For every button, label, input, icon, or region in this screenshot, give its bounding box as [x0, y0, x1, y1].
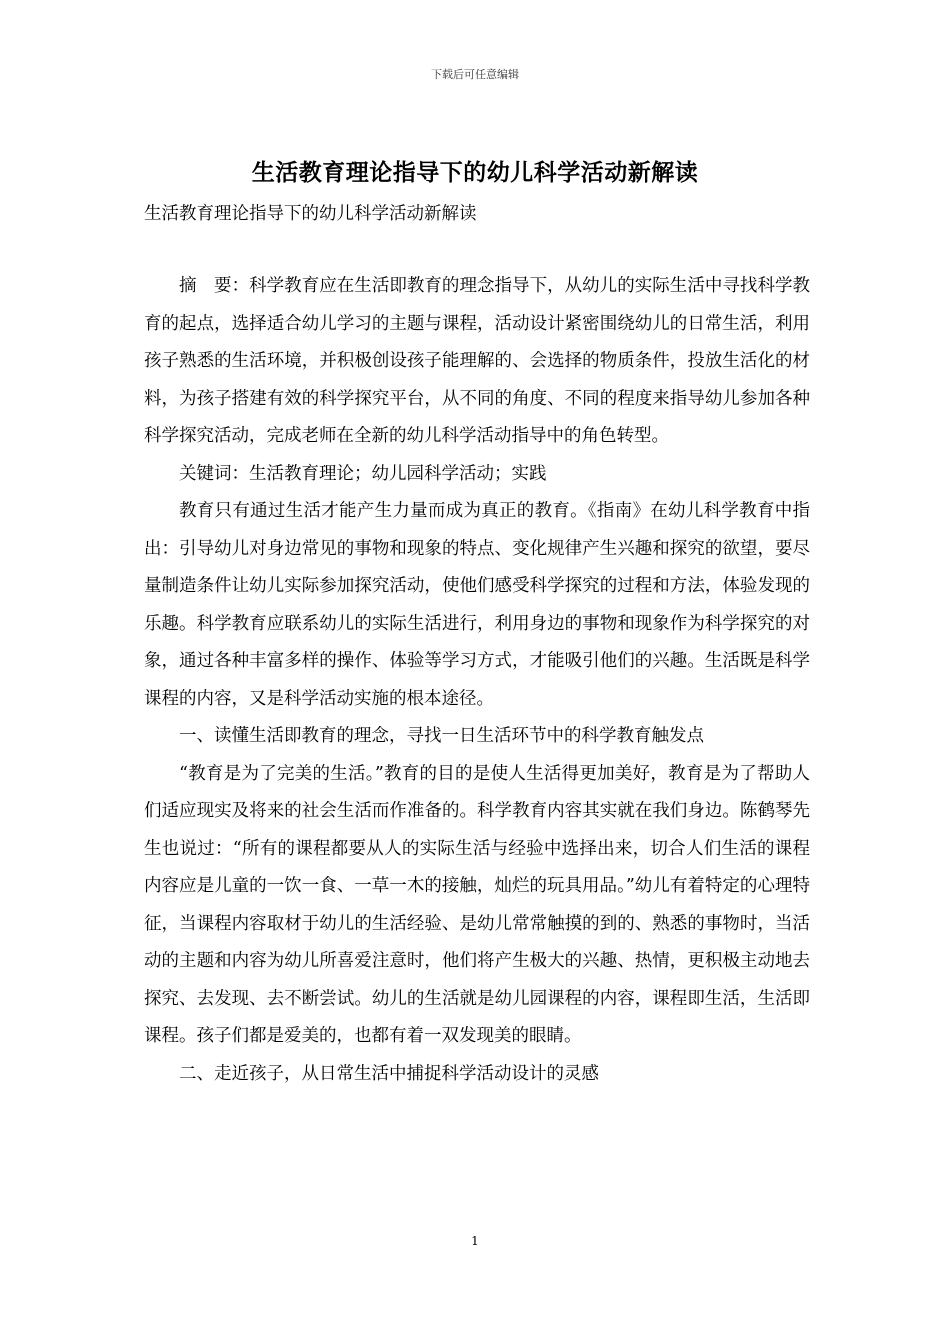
header-note: 下载后可任意编辑: [431, 68, 519, 81]
document-subtitle: 生活教育理论指导下的幼儿科学活动新解读: [144, 204, 477, 224]
keywords-paragraph: 关键词：生活教育理论；幼儿园科学活动；实践: [179, 463, 547, 484]
document-title: 生活教育理论指导下的幼儿科学活动新解读: [251, 159, 699, 186]
document-body: [144, 268, 810, 1093]
abstract-paragraph: 摘 要：科学教育应在生活即教育的理念指导下，从幼儿的实际生活中寻找科学教育的起点，选择适合幼儿学习的主题与课程，活动设计紧密围绕幼儿的日常生活，利用孩子熟悉的生活环境，并积极创设孩子能理解的、会选择的物质条件，投放生活化的材料，为孩子搭建有效的科学探究平台，从不同的角度、不同的程度来指导幼儿参加各种科学探究活动，完成老师在全新的幼儿科学活动指导中的角色转型。: [144, 276, 810, 446]
section-heading-1: 一、读懂生活即教育的理念，寻找一日生活环节中的科学教育触发点: [179, 726, 704, 746]
intro-paragraph: 教育只有通过生活才能产生力量而成为真正的教育。《指南》在幼儿科学教育中指出：引导幼儿对身边常见的事物和现象的特点、变化规律产生兴趣和探究的欲望，要尽量制造条件让幼儿实际参加探究活动，使他们感受科学探究的过程和方法，体验发现的乐趣。科学教育应联系幼儿的实际生活进行，利用身边的事物和现象作为科学探究的对象，通过各种丰富多样的操作、体验等学习方式，才能吸引他们的兴趣。生活既是科学课程的内容，又是科学活动实施的根本途径。: [144, 501, 810, 709]
section-1-paragraph: “教育是为了完美的生活。”教育的目的是使人生活得更加美好，教育是为了帮助人们适应现实及将来的社会生活而作准备的。科学教育内容其实就在我们身边。陈鹤琴先生也说过：“所有的课程都要从人的实际生活与经验中选择出来，切合人们生活的课程内容应是儿童的一饮一食、一草一木的接触，灿烂的玩具用品。”幼儿有着特定的心理特征，当课程内容取材于幼儿的生活经验、是幼儿常常触摸的到的、熟悉的事物时，当活动的主题和内容为幼儿所喜爱注意时，他们将产生极大的兴趣、热情，更积极主动地去探究、去发现、去不断尝试。幼儿的生活就是幼儿园课程的内容，课程即生活，生活即课程。孩子们都是爱美的，也都有着一双发现美的眼睛。: [144, 763, 810, 1046]
section-heading-2: 二、走近孩子，从日常生活中捕捉科学活动设计的灵感: [179, 1063, 599, 1084]
page-number: 1: [471, 1234, 479, 1248]
